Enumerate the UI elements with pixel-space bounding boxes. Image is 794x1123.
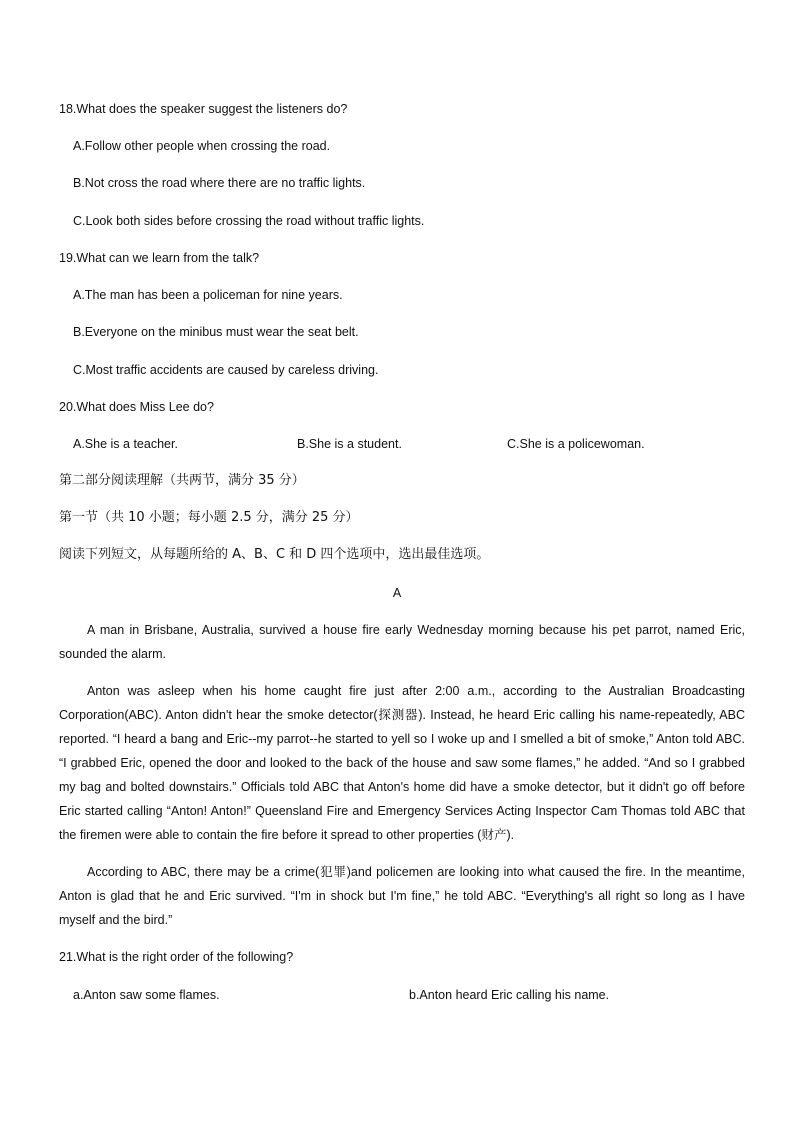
passage-paragraph-2: Anton was asleep when his home caught fire just after 2:00 a.m., according to the Australian Broadcasting Corporation(ABC). Anton didn't hear the smoke detector(探测器). Instead, he heard Eric calling his name-repeatedly, ABC reported. “I heard a bang and Eric--my parrot--he started to yell so I woke up and I smelled a bit of smoke,” Anton told ABC. “I grabbed Eric, opened the door and looked to the back of the house and saw some flames,” he added. “And so I grabbed my bag and bolted downstairs.” Officials told ABC that Anton's home did have a smoke detector, but it didn't go off before Eric started calling “Anton! Anton!” Queensland Fire and Emergency Services Acting Inspector Cam Thomas told ABC that the firemen were able to contain the fire before it spread to other properties (财产).	[59, 684, 745, 842]
q18-option-b: B.Not cross the road where there are no traffic lights.	[73, 176, 366, 190]
section-subtitle: 第一节（共 10 小题；每小题 2.5 分，满分 25 分）	[59, 510, 359, 525]
question-18: 18.What does the speaker suggest the listeners do?	[59, 102, 348, 116]
q18-option-c: C.Look both sides before crossing the road without traffic lights.	[73, 214, 425, 228]
q20-option-b: B.She is a student.	[297, 437, 402, 451]
q20-option-c: C.She is a policewoman.	[507, 437, 645, 451]
passage-paragraph-3: According to ABC, there may be a crime(犯罪)and policemen are looking into what caused the fire. In the meantime, Anton is glad that he and Eric survived. “I'm in shock but I'm fine,” he told ABC. “Everything's all right so long as I have myself and the bird.”	[59, 865, 745, 927]
q19-option-c: C.Most traffic accidents are caused by careless driving.	[73, 363, 379, 377]
q20-option-a: A.She is a teacher.	[73, 437, 178, 451]
question-20: 20.What does Miss Lee do?	[59, 400, 214, 414]
section-instruction: 阅读下列短文，从每题所给的 A、B、C 和 D 四个选项中，选出最佳选项。	[59, 547, 490, 562]
question-21: 21.What is the right order of the following?	[59, 950, 294, 964]
passage-paragraph-1: A man in Brisbane, Australia, survived a house fire early Wednesday morning because his pet parrot, named Eric, sounded the alarm.	[59, 623, 745, 661]
question-19: 19.What can we learn from the talk?	[59, 251, 260, 265]
q18-option-a: A.Follow other people when crossing the road.	[73, 139, 331, 153]
q21-option-a: a.Anton saw some flames.	[73, 988, 220, 1002]
q19-option-b: B.Everyone on the minibus must wear the seat belt.	[73, 325, 359, 339]
q21-option-b: b.Anton heard Eric calling his name.	[409, 988, 610, 1002]
passage-label: A	[392, 586, 402, 600]
q19-option-a: A.The man has been a policeman for nine years.	[73, 288, 343, 302]
part-title: 第二部分阅读理解（共两节，满分 35 分）	[59, 473, 305, 488]
